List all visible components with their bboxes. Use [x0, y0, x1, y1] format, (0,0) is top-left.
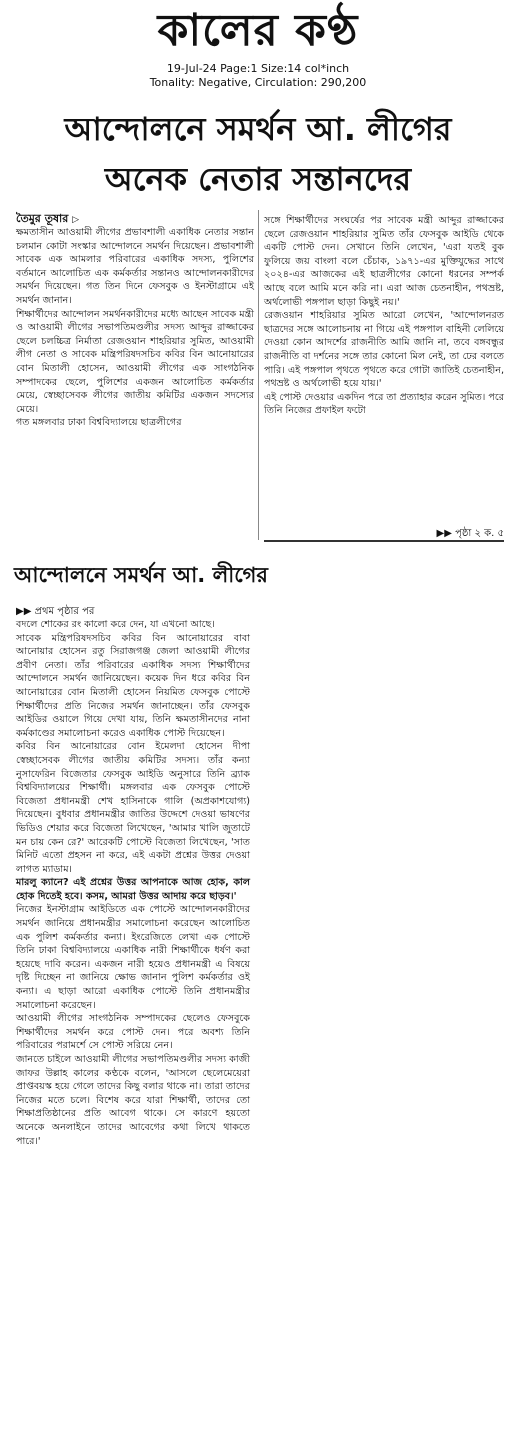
paragraph: সঙ্গে শিক্ষার্থীদের সংঘর্ষের পর সাবেক মন্ত্রী আব্দুর রাজ্জাকের ছেলে রেজওয়ান শাহরিয়ার সুমিত তাঁর ফেসবুক আইডি থেকে একটি পোস্ট দেন। সেখানে তিনি লেখেন, 'এরা যতই বুক ফুলিয়ে জয় বাংলা বলে চেঁচাক, ১৯৭১-এর মুক্তিযুদ্ধের সাথে ২০২৪-এর আজকের এই ছাত্রলীগের কোনো ধরনের সম্পর্ক আছে বলে আমি মনে করি না। এরা আজ চেতনাহীন, পথভ্রষ্ট, অর্থলোভী পঙ্গপাল ছাড়া কিছুই নয়।'	[264, 215, 504, 308]
paragraph: বদলে শোকের রং কালো করে দেন, যা এখনো আছে।	[16, 619, 215, 630]
section-rule	[264, 540, 504, 542]
newspaper-masthead: কালের কণ্ঠ	[157, 5, 359, 56]
paragraph: এই পোস্ট দেওয়ার একদিন পরে তা প্রত্যাহার করেন সুমিত। পরে তিনি নিজের প্রফাইল ফটো	[264, 391, 504, 417]
paragraph: ক্ষমতাসীন আওয়ামী লীগের প্রভাবশালী একাধিক নেতার সন্তান চলমান কোটা সংস্কার আন্দোলনে সমর্থন দিয়েছেন। প্রভাবশালী সাবেক এক আমলার পরিবারের একাধিক সদস্য, পুলিশের বর্তমানে আলোচিত এক কর্মকর্তার সন্তানও আন্দোলনকারীদের সমর্থন দিয়েছেন। গত তিন দিনে ফেসবুক ও ইনস্টাগ্রামে এই সমর্থন জানান।	[16, 227, 254, 306]
article-left-column	[16, 226, 254, 430]
column-divider	[258, 210, 259, 540]
byline-arrow-icon: ▷	[72, 215, 80, 225]
byline-name: তৈমুর তূষার	[16, 212, 69, 225]
paragraph: রেজওয়ান শাহরিয়ার সুমিত আরো লেখেন, 'আন্দোলনরত ছাত্রদের সঙ্গে আলোচনায় না গিয়ে এই পঙ্গপাল বাহিনী লেলিয়ে দেওয়া কোন আদর্শের রাজনীতি আমি জানি না, তবে বঙ্গবন্ধুর রাজনীতি বা দর্শনের সঙ্গে তার কোনো মিল নেই, তা ঢের বলতে পারি। এই পঙ্গপাল পৃথতে পৃথতে করে গোটা জাতিই চেতনাহীন, পথভ্রষ্ট ও অর্থলোভী হয়ে যায়।'	[264, 310, 504, 390]
paragraph: কবির বিন আনোয়ারের বোন ইমেলদা হোসেন দীপা স্বেচ্ছাসেবক লীগের জাতীয় কমিটির সদস্য। তাঁর কন্যা নুসাফেরিন বিজেতার ফেসবুক আইডি অনুসারে তিনি ব্র্যাক বিশ্ববিদ্যালয়ের শিক্ষার্থী। মঙ্গলবার এক ফেসবুক পোস্টে বিজেতা প্রধানমন্ত্রী শেখ হাসিনাকে গালি (অপ্রকাশযোগ্য) দিয়েছেন। বুধবার প্রধানমন্ত্রীর জাতির উদ্দেশে দেওয়া ভাষণের ভিডিও শেয়ার করে বিজেতা লিখেছেন, 'আমার খালি জুতাটে মন চায় কেন রে?' আরেকটি পোস্টে বিজেতা লিখেছেন, 'সাত মিনিট এতো প্রহসন না করে, এই একটা প্রশ্নের উত্তর দেওয়া লাগত ম্যাডাম।	[16, 741, 250, 875]
continued-from-line: ▶▶ প্রথম পৃষ্ঠার পর	[16, 606, 95, 617]
jump-line: ▶▶ পৃষ্ঠা ২ ক. ৫	[436, 528, 504, 539]
continuation-headline: আন্দোলনে সমর্থন আ. লীগের	[14, 563, 268, 587]
paragraph: নিজের ইনস্টাগ্রাম আইডিতে এক পোস্টে আন্দোলনকারীদের সমর্থন জানিয়ে প্রধানমন্ত্রীর সমালোচনা করেছেন আলোচিত এক পুলিশ কর্মকর্তার কন্যা। ইংরেজিতে লেখা এক পোস্টে তিনি ঢাকা বিশ্ববিদ্যালয়ে একাধিক নারী শিক্ষার্থীকে ধর্ষণ করা হয়েছে দাবি করেন। একজন নারী হয়েও প্রধানমন্ত্রী এ বিষয়ে দৃষ্টি দিচ্ছেন না জানিয়ে ক্ষোভ জানান পুলিশ কর্মকর্তার ওই কন্যা। এ ছাড়া আরো একাধিক পোস্টে তিনি প্রধানমন্ত্রীর সমালোচনা করেছেন।	[16, 904, 250, 1011]
continuation-column	[16, 618, 250, 1148]
paragraph: শিক্ষার্থীদের আন্দোলন সমর্থনকারীদের মধ্যে আছেন সাবেক মন্ত্রী ও আওয়ামী লীগের সভাপতিমণ্ডলীর সদস্য আব্দুর রাজ্জাকের ছেলে চলচ্চিত্র নির্মাতা রেজওয়ান শাহরিয়ার সুমিত, আওয়ামী লীগ নেতা ও সাবেক মন্ত্রিপরিষদসচিব কবির বিন আনোয়ারের বোন মিতালী হোসেন, আওয়ামী লীগের এক সাংগঠনিক সম্পাদকের ছেলে, পুলিশের একজন আলোচিত কর্মকর্তার মেয়ে, স্বেচ্ছাসেবক লীগের জাতীয় কমিটির একজন সদস্যের মেয়ে।	[16, 308, 254, 415]
clipping-tonality-line: Tonality: Negative, Circulation: 290,200	[149, 76, 367, 89]
paragraph: গত মঙ্গলবার ঢাকা বিশ্ববিদ্যালয়ে ছাত্রলীগের	[16, 417, 182, 429]
clipping-meta-line: 19-Jul-24 Page:1 Size:14 col*inch	[166, 62, 350, 75]
paragraph: সাবেক মন্ত্রিপরিষদসচিব কবির বিন আনোয়ারের বাবা আনোয়ার হোসেন রতু সিরাজগঞ্জ জেলা আওয়ামী লীগের প্রবীণ নেতা। তাঁর পরিবারের একাধিক সদস্য শিক্ষার্থীদের আন্দোলনে সমর্থন জানিয়েছেন। কয়েক দিন ধরে কবির বিন আনোয়ারের বোন মিতালী হোসেন নিয়মিত ফেসবুক পোস্টে শিক্ষার্থীদের প্রতি নিজের সমর্থন জানাচ্ছেন। তাঁর ফেসবুক আইডির ওয়ালে গিয়ে দেখা যায়, তিনি ক্ষমতাসীনদের নানা কর্মকাণ্ডের সমালোচনা করেও একাধিক পোস্ট দিয়েছেন।	[16, 632, 250, 739]
headline-line-1: আন্দোলনে সমর্থন আ. লীগের	[64, 110, 452, 148]
paragraph: আওয়ামী লীগের সাংগঠনিক সম্পাদকের ছেলেও ফেসবুকে শিক্ষার্থীদের সমর্থন করে পোস্ট দেন। পরে অবশ্য তিনি পরিবারের পরামর্শে সে পোস্ট সরিয়ে নেন।	[16, 1013, 250, 1052]
paragraph-bold: মারলু ক্যানে? এই প্রশ্নের উত্তর আপনাকে আজ হোক, কাল হোক দিতেই হবে। কসম, আমরা উত্তর আদায় করে ছাড়ব।'	[16, 877, 250, 902]
paragraph: জানতে চাইলে আওয়ামী লীগের সভাপতিমণ্ডলীর সদস্য কাজী জাফর উল্লাহ কালের কণ্ঠকে বলেন, 'আসলে ছেলেমেয়েরা প্রাপ্তবয়স্ক হয়ে গেলে তাদের কিছু বলার থাকে না। তারা তাদের নিজের মতে চলে। বিশেষ করে যারা শিক্ষার্থী, তাদের তো শিক্ষাপ্রতিষ্ঠানের প্রতি আবেগ থাকে। সে কারণে হয়তো অনেকে অনলাইনে তাদের আবেগের কথা লিখে থাকতে পারে।'	[16, 1054, 250, 1147]
article-right-column	[264, 214, 504, 418]
headline-line-2: অনেক নেতার সন্তানদের	[104, 160, 412, 198]
